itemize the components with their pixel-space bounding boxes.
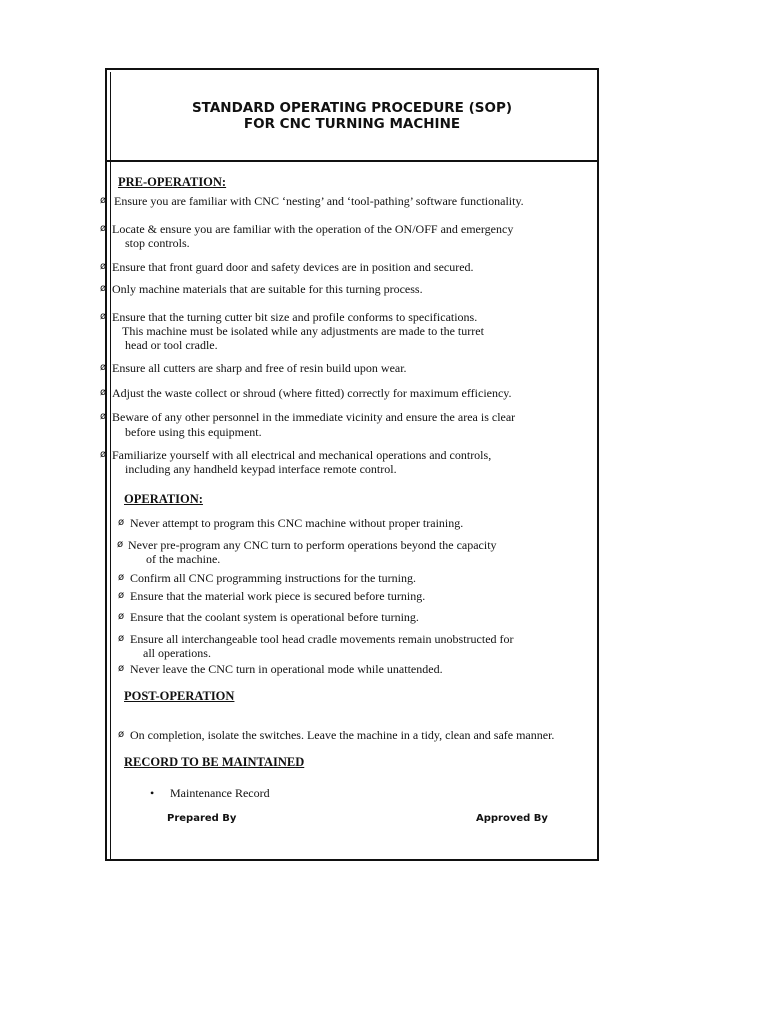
bullet-icon: ø	[118, 611, 125, 622]
pre-op-item-5: Ensure that the turning cutter bit size and profile conforms to specifications.	[112, 310, 478, 324]
bullet-icon: ø	[100, 362, 107, 373]
bullet-icon: ø	[100, 311, 107, 322]
title-line-1: STANDARD OPERATING PROCEDURE (SOP)	[191, 100, 513, 116]
pre-op-item-9: Familiarize yourself with all electrical and mechanical operations and controls,	[112, 448, 492, 462]
bullet-icon: ø	[118, 729, 125, 740]
pre-op-item-2-cont: stop controls.	[125, 236, 190, 250]
op-item-2: Never pre-program any CNC turn to perform operations beyond the capacity	[128, 538, 497, 552]
bullet-icon: ø	[100, 411, 107, 422]
title-line-2: FOR CNC TURNING MACHINE	[243, 116, 461, 132]
op-item-6: Ensure all interchangeable tool head cradle movements remain unobstructed for	[130, 632, 514, 646]
pre-op-item-4: Only machine materials that are suitable for this turning process.	[112, 282, 423, 296]
op-item-5: Ensure that the coolant system is operational before turning.	[130, 610, 419, 624]
bullet-icon: ø	[100, 195, 107, 206]
op-item-7: Never leave the CNC turn in operational mode while unattended.	[130, 662, 443, 676]
pre-op-item-6: Ensure all cutters are sharp and free of resin build upon wear.	[112, 361, 407, 375]
bullet-icon: ø	[100, 261, 107, 272]
approved-by-label: Approved By	[476, 813, 548, 824]
bullet-dot-icon: •	[150, 786, 155, 800]
bullet-icon: ø	[100, 387, 107, 398]
op-item-4: Ensure that the material work piece is secured before turning.	[130, 589, 426, 603]
pre-op-item-9-cont: including any handheld keypad interface remote control.	[125, 462, 397, 476]
bullet-icon: ø	[100, 283, 107, 294]
bullet-icon: ø	[117, 539, 124, 550]
operation-heading: OPERATION:	[124, 492, 203, 506]
op-item-3: Confirm all CNC programming instructions for the turning.	[130, 571, 416, 585]
pre-op-item-8: Beware of any other personnel in the immediate vicinity and ensure the area is clear	[112, 410, 516, 424]
pre-operation-heading: PRE-OPERATION:	[118, 175, 227, 189]
op-item-2-cont: of the machine.	[146, 552, 221, 566]
record-item-maintenance: Maintenance Record	[170, 786, 270, 800]
pre-op-item-5-cont-1: This machine must be isolated while any adjustments are made to the turret	[122, 324, 484, 338]
post-op-item-1: On completion, isolate the switches. Leave the machine in a tidy, clean and safe manner.	[130, 728, 555, 742]
records-heading: RECORD TO BE MAINTAINED	[124, 755, 305, 769]
bullet-icon: ø	[118, 633, 125, 644]
bullet-icon: ø	[118, 517, 125, 528]
bullet-icon: ø	[100, 449, 107, 460]
bullet-icon: ø	[118, 572, 125, 583]
bullet-icon: ø	[118, 663, 125, 674]
pre-op-item-3: Ensure that front guard door and safety devices are in position and secured.	[112, 260, 474, 274]
title-box	[107, 70, 597, 162]
pre-op-item-1: Ensure you are familiar with CNC ‘nesting’ and ‘tool-pathing’ software functionality.	[114, 194, 524, 208]
pre-op-item-8-cont: before using this equipment.	[125, 425, 262, 439]
pre-op-item-7: Adjust the waste collect or shroud (where fitted) correctly for maximum efficiency.	[112, 386, 512, 400]
document-title	[107, 100, 597, 132]
op-item-1: Never attempt to program this CNC machine without proper training.	[130, 516, 464, 530]
prepared-by-label: Prepared By	[167, 813, 237, 824]
pre-op-item-5-cont-2: head or tool cradle.	[125, 338, 218, 352]
post-operation-heading: POST-OPERATION	[124, 689, 235, 703]
pre-op-item-2: Locate & ensure you are familiar with the operation of the ON/OFF and emergency	[112, 222, 514, 236]
bullet-icon: ø	[118, 590, 125, 601]
op-item-6-cont: all operations.	[143, 646, 211, 660]
bullet-icon: ø	[100, 223, 107, 234]
